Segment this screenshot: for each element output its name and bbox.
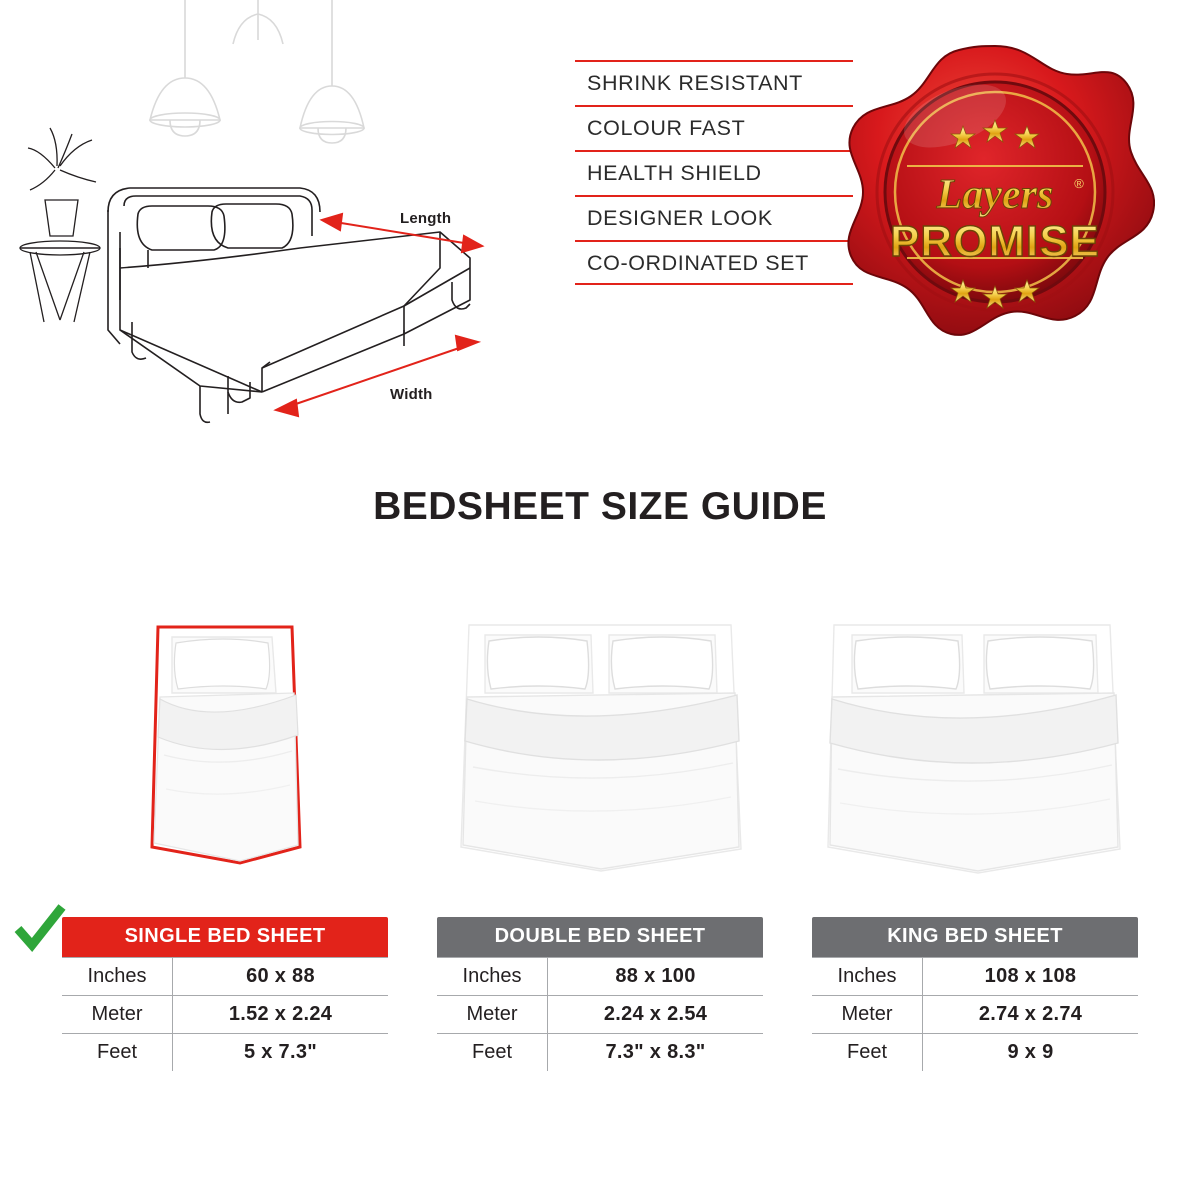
single-bed-svg — [60, 595, 390, 895]
row-value: 1.52 x 2.24 — [173, 996, 389, 1034]
row-unit: Inches — [811, 958, 923, 996]
promise-feature-item: COLOUR FAST — [575, 105, 865, 150]
seal-svg — [835, 40, 1155, 350]
double-table-wrapper — [435, 915, 765, 1073]
width-label: Width — [390, 386, 433, 403]
row-value: 88 x 100 — [548, 958, 764, 996]
seal-promise-text: PROMISE — [890, 217, 1100, 266]
row-value: 7.3" x 8.3" — [548, 1034, 764, 1073]
row-unit: Feet — [811, 1034, 923, 1073]
row-value: 2.74 x 2.74 — [923, 996, 1139, 1034]
single-size-table — [60, 915, 390, 1073]
king-bed-svg — [810, 595, 1140, 895]
promise-feature-item: DESIGNER LOOK — [575, 195, 865, 240]
seal-registered-mark: ® — [1074, 176, 1084, 191]
layers-promise-seal — [835, 40, 1155, 350]
row-unit: Inches — [436, 958, 548, 996]
table-heading: KING BED SHEET — [811, 916, 1139, 958]
row-value: 2.24 x 2.54 — [548, 996, 764, 1034]
row-value: 60 x 88 — [173, 958, 389, 996]
table-row — [811, 996, 1139, 1034]
king-table-wrapper — [810, 915, 1140, 1073]
page-title: BEDSHEET SIZE GUIDE — [373, 485, 827, 528]
row-unit: Meter — [811, 996, 923, 1034]
size-column-single[interactable] — [60, 595, 390, 1073]
length-label: Length — [400, 210, 452, 227]
double-bed-image — [435, 595, 765, 895]
promise-feature-item: HEALTH SHIELD — [575, 150, 865, 195]
single-bed-image — [60, 595, 390, 895]
row-unit: Inches — [61, 958, 173, 996]
double-bed-svg — [435, 595, 765, 895]
size-column-double[interactable] — [435, 595, 765, 1073]
table-row — [811, 1034, 1139, 1073]
row-unit: Feet — [61, 1034, 173, 1073]
size-column-king[interactable] — [810, 595, 1140, 1073]
bed-diagram-svg — [0, 0, 560, 450]
row-value: 5 x 7.3" — [173, 1034, 389, 1073]
selected-check-icon — [12, 901, 68, 957]
table-row — [61, 1034, 389, 1073]
single-table-wrapper — [60, 915, 390, 1073]
promise-feature-list — [575, 60, 865, 285]
row-unit: Feet — [436, 1034, 548, 1073]
bed-line-illustration — [0, 0, 560, 450]
promise-feature-item: SHRINK RESISTANT — [575, 60, 865, 105]
table-row — [436, 958, 764, 996]
row-value: 108 x 108 — [923, 958, 1139, 996]
table-row — [436, 996, 764, 1034]
table-heading: SINGLE BED SHEET — [61, 916, 389, 958]
table-row — [811, 958, 1139, 996]
row-unit: Meter — [436, 996, 548, 1034]
seal-brand-text: Layers — [936, 172, 1054, 218]
table-heading: DOUBLE BED SHEET — [436, 916, 764, 958]
row-value: 9 x 9 — [923, 1034, 1139, 1073]
size-guide-columns — [0, 595, 1200, 1073]
double-size-table — [435, 915, 765, 1073]
row-unit: Meter — [61, 996, 173, 1034]
king-size-table — [810, 915, 1140, 1073]
table-row — [61, 958, 389, 996]
table-row — [61, 996, 389, 1034]
table-row — [436, 1034, 764, 1073]
promise-feature-item: CO-ORDINATED SET — [575, 240, 865, 285]
king-bed-image — [810, 595, 1140, 895]
